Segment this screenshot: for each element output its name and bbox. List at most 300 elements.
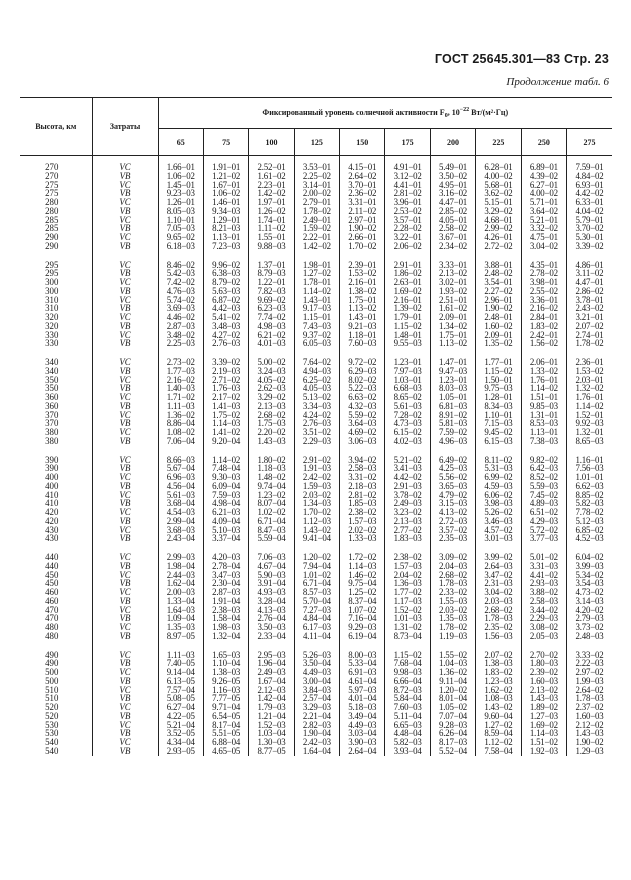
value-cell: 6.17−03	[294, 623, 339, 632]
value-cell: 2.97−01	[340, 216, 385, 225]
spacer-cell	[385, 641, 430, 651]
value-cell: 1.52−03	[249, 721, 294, 730]
value-cell: 2.00−03	[158, 588, 203, 597]
value-cell: 1.78−03	[430, 579, 475, 588]
height-cell: 370	[20, 411, 92, 420]
value-cell: 1.10−01	[476, 411, 521, 420]
value-cell: 2.31−03	[476, 579, 521, 588]
height-cell: 295	[20, 261, 92, 270]
value-cell: 2.91−02	[294, 456, 339, 465]
expenditure-cell: VC	[92, 553, 158, 562]
expenditure-cell: VC	[92, 491, 158, 500]
value-cell: 3.68−04	[158, 499, 203, 508]
value-cell: 7.59−01	[575, 162, 604, 172]
solar-level-header-150: 150	[340, 129, 385, 156]
value-cell: 6.91−03	[340, 668, 385, 677]
value-cell: 4.42−02	[575, 188, 604, 199]
value-cell: 1.23−03	[476, 677, 521, 686]
value-cell: 1.36−02	[430, 668, 475, 677]
spacer-cell	[521, 446, 566, 456]
value-cell: 1.83−02	[521, 322, 566, 331]
expenditure-cell: VC	[92, 233, 158, 242]
value-cell: 2.99−04	[158, 517, 203, 526]
value-cell: 3.39−02	[203, 358, 248, 367]
value-cell: 3.29−03	[294, 703, 339, 712]
expenditure-cell: VC	[92, 163, 158, 172]
spacer-cell	[158, 446, 203, 456]
value-cell: 9.14−04	[158, 668, 203, 677]
value-cell: 1.51−01	[521, 393, 566, 402]
value-cell: 1.06−02	[203, 189, 248, 198]
value-cell: 4.67−04	[249, 562, 294, 571]
value-cell: 3.47−03	[203, 571, 248, 580]
value-cell: 3.23−02	[385, 508, 430, 517]
expenditure-cell: VC	[92, 668, 158, 677]
value-cell: 5.13−02	[294, 393, 339, 402]
value-cell: 1.26−02	[249, 207, 294, 216]
value-cell: 4.09−04	[203, 517, 248, 526]
expenditure-column-header: Затраты	[92, 98, 158, 156]
value-cell: 3.64−03	[340, 419, 385, 428]
value-cell: 9.92−03	[575, 418, 604, 429]
value-cell: 2.68−02	[430, 571, 475, 580]
value-cell: 1.52−02	[385, 606, 430, 615]
height-cell: 285	[20, 216, 92, 225]
expenditure-cell: VC	[92, 428, 158, 437]
value-cell: 1.32−01	[575, 427, 604, 437]
value-cell: 9.65−02	[158, 233, 203, 242]
expenditure-cell: VC	[92, 526, 158, 535]
value-cell: 6.26−04	[430, 729, 475, 738]
value-cell: 1.91−04	[203, 597, 248, 606]
value-cell: 3.46−03	[476, 517, 521, 526]
value-cell: 1.57−03	[385, 562, 430, 571]
value-cell: 8.66−03	[158, 456, 203, 465]
value-cell: 4.01−03	[249, 339, 294, 348]
height-cell: 430	[20, 534, 92, 543]
solar-level-header-75: 75	[203, 129, 248, 156]
value-cell: 1.83−03	[385, 534, 430, 543]
value-cell: 7.06−04	[158, 437, 203, 446]
value-cell: 1.12−03	[294, 517, 339, 526]
height-cell: 390	[20, 464, 92, 473]
value-cell: 8.72−03	[385, 686, 430, 695]
height-cell: 280	[20, 207, 92, 216]
value-cell: 9.88−03	[249, 242, 294, 251]
expenditure-cell: VC	[92, 198, 158, 207]
height-cell: 300	[20, 278, 92, 287]
expenditure-cell: VB	[92, 419, 158, 428]
value-cell: 2.03−01	[575, 374, 604, 385]
height-cell: 280	[20, 198, 92, 207]
value-cell: 1.14−03	[340, 562, 385, 571]
value-cell: 1.64−04	[294, 747, 339, 756]
value-cell: 4.47−01	[430, 198, 475, 207]
value-cell: 1.48−02	[249, 473, 294, 482]
value-cell: 3.04−02	[476, 588, 521, 597]
height-cell: 275	[20, 181, 92, 190]
value-cell: 9.17−03	[294, 304, 339, 313]
value-cell: 1.43−03	[575, 728, 604, 739]
value-cell: 1.13−02	[430, 339, 475, 348]
value-cell: 7.60−03	[385, 703, 430, 712]
value-cell: 9.98−03	[385, 668, 430, 677]
value-cell: 6.93−01	[575, 179, 604, 190]
value-cell: 3.98−01	[521, 278, 566, 287]
value-cell: 2.68−02	[476, 606, 521, 615]
value-cell: 6.71−04	[249, 517, 294, 526]
value-cell: 2.12−03	[249, 686, 294, 695]
value-cell: 2.16−02	[521, 304, 566, 313]
expenditure-cell: VB	[92, 729, 158, 738]
value-cell: 7.59−03	[203, 491, 248, 500]
value-cell: 3.91−04	[249, 579, 294, 588]
value-cell: 8.05−03	[158, 207, 203, 216]
value-cell: 4.68−01	[476, 216, 521, 225]
value-cell: 7.43−03	[294, 322, 339, 331]
height-cell: 510	[20, 686, 92, 695]
value-cell: 2.09−01	[430, 313, 475, 322]
value-cell: 8.00−03	[340, 651, 385, 660]
solar-level-header-175: 175	[385, 129, 430, 156]
value-cell: 3.22−01	[385, 233, 430, 242]
value-cell: 1.14−02	[294, 287, 339, 296]
value-cell: 3.57−02	[430, 526, 475, 535]
value-cell: 6.15−02	[385, 428, 430, 437]
height-cell: 360	[20, 402, 92, 411]
spacer-cell	[430, 251, 475, 261]
value-cell: 3.48−03	[203, 322, 248, 331]
value-cell: 5.42−03	[158, 269, 203, 278]
value-cell: 8.02−02	[340, 376, 385, 385]
value-cell: 6.18−03	[158, 242, 203, 251]
value-cell: 4.54−03	[158, 508, 203, 517]
value-cell: 1.53−02	[575, 365, 604, 376]
value-cell: 1.55−02	[430, 651, 475, 660]
height-cell: 520	[20, 703, 92, 712]
value-cell: 1.17−03	[385, 597, 430, 606]
value-cell: 6.96−03	[158, 473, 203, 482]
value-cell: 1.74−01	[249, 216, 294, 225]
value-cell: 6.19−04	[340, 632, 385, 641]
value-cell: 4.95−01	[430, 181, 475, 190]
value-cell: 1.57−03	[340, 517, 385, 526]
value-cell: 2.43−02	[575, 303, 604, 314]
spacer-cell	[476, 641, 521, 651]
value-cell: 4.98−03	[249, 322, 294, 331]
value-cell: 2.76−04	[249, 614, 294, 623]
value-cell: 2.84−01	[521, 313, 566, 322]
value-cell: 1.43−02	[476, 703, 521, 712]
value-cell: 4.22−05	[158, 712, 203, 721]
value-cell: 1.56−03	[476, 632, 521, 641]
expenditure-cell: VB	[92, 207, 158, 216]
table-continuation-note: Продолжение табл. 6	[506, 76, 609, 88]
value-cell: 1.14−02	[575, 400, 604, 411]
height-cell: 470	[20, 614, 92, 623]
value-cell: 4.73−02	[575, 587, 604, 597]
value-cell: 1.56−02	[521, 339, 566, 348]
value-cell: 2.96−01	[476, 296, 521, 305]
value-cell: 4.84−04	[294, 614, 339, 623]
value-cell: 2.13−02	[521, 686, 566, 695]
value-cell: 1.77−03	[158, 367, 203, 376]
value-cell: 1.05−01	[430, 393, 475, 402]
value-cell: 7.16−04	[340, 614, 385, 623]
value-cell: 7.68−04	[385, 659, 430, 668]
value-cell: 4.34−04	[158, 738, 203, 747]
value-cell: 1.11−03	[158, 402, 203, 411]
value-cell: 2.06−01	[521, 358, 566, 367]
height-cell: 530	[20, 729, 92, 738]
value-cell: 8.37−04	[340, 597, 385, 606]
value-cell: 2.64−03	[476, 562, 521, 571]
value-cell: 9.23−03	[158, 189, 203, 198]
height-cell: 275	[20, 189, 92, 198]
value-cell: 3.54−01	[476, 278, 521, 287]
value-cell: 7.07−04	[430, 712, 475, 721]
value-cell: 2.03−02	[294, 491, 339, 500]
value-cell: 1.78−02	[430, 623, 475, 632]
value-cell: 1.91−01	[203, 163, 248, 172]
value-cell: 1.13−01	[521, 428, 566, 437]
spacer-cell	[476, 446, 521, 456]
value-cell: 8.59−04	[476, 729, 521, 738]
value-cell: 5.82−03	[385, 738, 430, 747]
height-cell: 340	[20, 367, 92, 376]
solar-level-header-125: 125	[294, 129, 339, 156]
value-cell: 2.49−03	[249, 668, 294, 677]
value-cell: 9.72−02	[340, 358, 385, 367]
value-cell: 9.26−05	[203, 677, 248, 686]
value-cell: 2.36−01	[575, 357, 604, 367]
value-cell: 1.11−02	[249, 224, 294, 233]
value-cell: 1.15−01	[294, 313, 339, 322]
expenditure-cell: VC	[92, 393, 158, 402]
value-cell: 2.99−03	[158, 553, 203, 562]
expenditure-cell: VB	[92, 482, 158, 491]
value-cell: 3.93−04	[385, 747, 430, 756]
value-cell: 3.16−02	[430, 189, 475, 198]
value-cell: 4.11−04	[294, 632, 339, 641]
value-cell: 2.71−02	[203, 376, 248, 385]
spacer-cell	[249, 446, 294, 456]
value-cell: 3.14−03	[575, 595, 604, 606]
value-cell: 6.54−05	[203, 712, 248, 721]
table-row	[20, 437, 612, 446]
value-cell: 7.97−03	[385, 367, 430, 376]
height-cell: 410	[20, 499, 92, 508]
value-cell: 3.33−01	[430, 261, 475, 270]
value-cell: 3.15−03	[430, 499, 475, 508]
value-cell: 1.30−03	[249, 738, 294, 747]
value-cell: 1.03−01	[385, 376, 430, 385]
value-cell: 9.74−04	[249, 482, 294, 491]
value-cell: 1.18−01	[340, 331, 385, 340]
value-cell: 2.91−01	[385, 261, 430, 270]
value-cell: 3.06−03	[340, 437, 385, 446]
value-cell: 2.93−05	[158, 747, 203, 756]
value-cell: 5.11−04	[385, 712, 430, 721]
height-cell: 470	[20, 606, 92, 615]
value-cell: 1.76−03	[203, 384, 248, 393]
value-cell: 2.66−01	[340, 233, 385, 242]
value-cell: 8.52−02	[521, 473, 566, 482]
value-cell: 3.11−02	[575, 268, 604, 279]
value-cell: 1.10−04	[203, 659, 248, 668]
value-cell: 3.21−01	[575, 312, 604, 322]
value-cell: 2.29−03	[294, 437, 339, 446]
value-cell: 7.94−04	[294, 562, 339, 571]
spacer-cell	[521, 251, 566, 261]
value-cell: 5.67−04	[158, 464, 203, 473]
value-cell: 2.85−02	[430, 207, 475, 216]
value-cell: 1.36−02	[158, 411, 203, 420]
value-cell: 8.73−04	[385, 632, 430, 641]
value-cell: 1.85−03	[340, 499, 385, 508]
value-cell: 6.25−02	[294, 376, 339, 385]
value-cell: 1.01−03	[385, 614, 430, 623]
expenditure-cell: VC	[92, 358, 158, 367]
value-cell: 2.42−03	[294, 738, 339, 747]
value-cell: 3.00−04	[294, 677, 339, 686]
table-row	[20, 747, 612, 756]
value-cell: 1.21−04	[249, 712, 294, 721]
expenditure-cell: VB	[92, 579, 158, 588]
value-cell: 1.37−01	[249, 261, 294, 270]
value-cell: 4.98−04	[203, 499, 248, 508]
value-cell: 5.21−01	[521, 216, 566, 225]
height-cell: 450	[20, 579, 92, 588]
value-cell: 3.12−02	[385, 172, 430, 181]
value-cell: 2.70−02	[521, 651, 566, 660]
value-cell: 2.04−02	[385, 571, 430, 580]
value-cell: 1.33−02	[521, 367, 566, 376]
value-cell: 4.00−02	[521, 189, 566, 198]
height-cell: 330	[20, 339, 92, 348]
value-cell: 1.46−01	[203, 198, 248, 207]
spacer-cell	[294, 251, 339, 261]
expenditure-cell: VC	[92, 261, 158, 270]
value-cell: 3.88−01	[476, 261, 521, 270]
value-cell: 1.16−03	[203, 686, 248, 695]
spacer-cell	[294, 641, 339, 651]
value-cell: 4.86−01	[575, 259, 604, 270]
value-cell: 1.01−02	[294, 571, 339, 580]
value-cell: 1.18−03	[249, 464, 294, 473]
value-cell: 1.19−03	[430, 632, 475, 641]
value-cell: 6.68−03	[385, 384, 430, 393]
value-cell: 1.90−02	[340, 224, 385, 233]
spacer-cell	[567, 251, 612, 261]
value-cell: 1.77−01	[476, 358, 521, 367]
value-cell: 1.03−04	[249, 729, 294, 738]
value-cell: 8.03−03	[430, 384, 475, 393]
height-cell: 270	[20, 163, 92, 172]
height-cell: 320	[20, 322, 92, 331]
value-cell: 3.70−02	[575, 223, 604, 234]
value-cell: 1.15−02	[385, 651, 430, 660]
spacer-cell	[158, 251, 203, 261]
value-cell: 4.79−02	[430, 491, 475, 500]
value-cell: 2.87−03	[203, 588, 248, 597]
value-cell: 1.76−01	[575, 392, 604, 402]
value-cell: 1.35−03	[430, 614, 475, 623]
height-cell: 480	[20, 623, 92, 632]
value-cell: 1.20−02	[430, 686, 475, 695]
value-cell: 3.37−04	[203, 534, 248, 543]
value-cell: 5.72−02	[521, 526, 566, 535]
value-cell: 9.96−02	[203, 261, 248, 270]
value-cell: 1.51−02	[521, 738, 566, 747]
value-cell: 1.80−03	[521, 659, 566, 668]
spacer-cell	[476, 251, 521, 261]
value-cell: 4.13−02	[430, 508, 475, 517]
height-cell: 380	[20, 428, 92, 437]
value-cell: 3.94−02	[340, 456, 385, 465]
expenditure-cell: VB	[92, 659, 158, 668]
value-cell: 8.57−03	[294, 588, 339, 597]
value-cell: 1.75−01	[430, 331, 475, 340]
value-cell: 3.08−02	[521, 623, 566, 632]
value-cell: 1.60−03	[575, 710, 604, 721]
value-cell: 6.89−01	[521, 163, 566, 172]
value-cell: 1.38−02	[340, 287, 385, 296]
value-cell: 2.25−03	[158, 339, 203, 348]
spacer-cell	[294, 446, 339, 456]
value-cell: 1.55−01	[249, 233, 294, 242]
value-cell: 1.58−04	[203, 614, 248, 623]
value-cell: 8.77−05	[249, 747, 294, 756]
value-cell: 2.16−01	[340, 278, 385, 287]
value-cell: 1.93−02	[430, 287, 475, 296]
value-cell: 5.59−03	[521, 482, 566, 491]
value-cell: 1.38−03	[203, 668, 248, 677]
value-cell: 6.63−02	[340, 393, 385, 402]
value-cell: 6.23−03	[249, 304, 294, 313]
value-cell: 6.62−03	[575, 480, 604, 491]
value-cell: 5.10−03	[203, 526, 248, 535]
value-cell: 2.79−03	[575, 613, 604, 624]
height-cell: 540	[20, 738, 92, 747]
value-cell: 4.49−03	[340, 721, 385, 730]
value-cell: 2.13−02	[430, 269, 475, 278]
expenditure-cell: VB	[92, 632, 158, 641]
value-cell: 5.21−02	[385, 456, 430, 465]
value-cell: 8.17−04	[203, 721, 248, 730]
value-cell: 1.77−02	[385, 588, 430, 597]
value-cell: 1.89−02	[521, 703, 566, 712]
value-cell: 1.14−02	[203, 456, 248, 465]
value-cell: 2.11−02	[340, 207, 385, 216]
value-cell: 3.57−01	[385, 216, 430, 225]
height-cell: 380	[20, 437, 92, 446]
value-cell: 1.64−03	[158, 606, 203, 615]
height-cell: 370	[20, 419, 92, 428]
value-cell: 1.98−01	[294, 261, 339, 270]
value-cell: 4.84−02	[575, 170, 604, 181]
height-cell: 490	[20, 651, 92, 660]
value-cell: 2.20−02	[249, 428, 294, 437]
value-cell: 2.79−01	[294, 198, 339, 207]
value-cell: 1.70−02	[340, 242, 385, 251]
value-cell: 1.71−02	[158, 393, 203, 402]
value-cell: 1.48−01	[385, 331, 430, 340]
value-cell: 5.68−01	[476, 181, 521, 190]
value-cell: 5.30−01	[575, 232, 604, 242]
value-cell: 1.05−02	[430, 703, 475, 712]
value-cell: 1.32−04	[203, 632, 248, 641]
